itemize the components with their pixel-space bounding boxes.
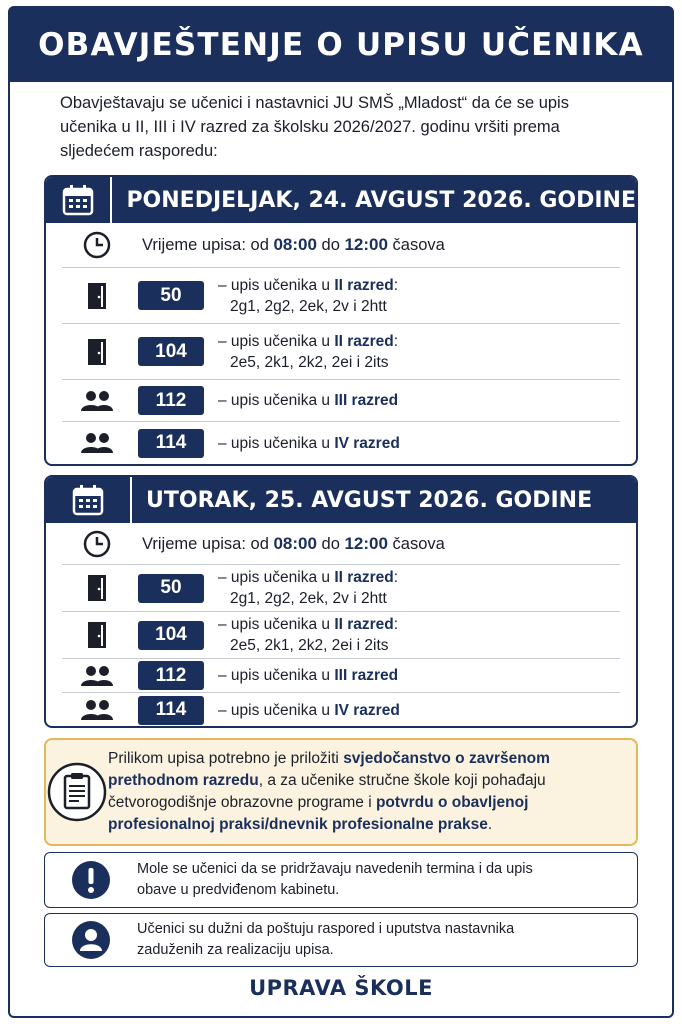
room-badge: 104: [138, 621, 204, 650]
schedule-row: [62, 268, 620, 324]
room-badge: 50: [138, 281, 204, 310]
clipboard-icon: [46, 761, 108, 823]
page-title: OBAVJEŠTENJE O UPISU UČENIKA: [38, 27, 644, 63]
documents-notice: [44, 738, 638, 846]
row-text: – upis učenika u II razred: 2g1, 2g2, 2ek, 2v i 2htt: [218, 569, 399, 607]
note-text: Mole se učenici da se pridržavaju navedenih termina i da upis obave u predviđenom kabinetu.: [137, 861, 533, 898]
row-text: – upis učenika u II razred: 2g1, 2g2, 2ek, 2v i 2htt: [218, 276, 399, 315]
title-banner: [10, 8, 672, 82]
people-icon: [62, 665, 132, 687]
day-section-tuesday: [44, 475, 638, 728]
door-icon: [62, 281, 132, 311]
schedule-row: [62, 324, 620, 380]
time-row: [62, 223, 620, 268]
people-icon: [62, 390, 132, 412]
rules-note: [44, 913, 638, 967]
door-icon: [62, 337, 132, 367]
room-badge: 50: [138, 574, 204, 603]
time-text: Vrijeme upisa: od 08:00 do 12:00 časova: [142, 235, 445, 254]
row-text: – upis učenika u III razred: [218, 392, 399, 409]
schedule-row: [62, 565, 620, 612]
room-badge: 114: [138, 696, 204, 725]
day-header: [46, 477, 636, 523]
schedule-row: [62, 659, 620, 693]
day-header: [46, 177, 636, 223]
row-text: – upis učenika u II razred: 2e5, 2k1, 2k2, 2ei i 2its: [218, 616, 399, 654]
calendar-icon: [46, 177, 112, 223]
day-title: PONEDJELJAK, 24. AVGUST 2026. GODINE: [126, 187, 636, 213]
room-badge: 114: [138, 429, 204, 458]
person-icon: [45, 920, 137, 960]
schedule-row: [62, 612, 620, 659]
row-text: – upis učenika u IV razred: [218, 434, 400, 452]
room-badge: 112: [138, 661, 204, 690]
room-badge: 104: [138, 337, 204, 366]
row-text: – upis učenika u II razred: 2e5, 2k1, 2k2, 2ei i 2its: [218, 332, 399, 371]
signature-footer: UPRAVA ŠKOLE: [249, 976, 433, 1000]
schedule-row: [62, 380, 620, 422]
schedule-row: [62, 693, 620, 727]
row-text: – upis učenika u IV razred: [218, 701, 400, 719]
day-title: UTORAK, 25. AVGUST 2026. GODINE: [146, 487, 593, 513]
time-row: [62, 523, 620, 565]
room-badge: 112: [138, 386, 204, 415]
row-text: – upis učenika u III razred: [218, 667, 399, 684]
calendar-icon: [46, 477, 132, 523]
clock-icon: [62, 230, 132, 260]
documents-text: Prilikom upisa potrebno je priložiti svjedočanstvo o završenom prethodnom razredu, a za učenike stručne škole koji pohađaju četvorogodišnje obrazovne programe i potvrdu o obavljenoj profesionalnoj praksi/dnevnik profesionalne prakse.: [108, 750, 550, 833]
door-icon: [62, 573, 132, 603]
time-text: Vrijeme upisa: od 08:00 do 12:00 časova: [142, 533, 445, 553]
attendance-note: [44, 852, 638, 908]
door-icon: [62, 620, 132, 650]
people-icon: [62, 699, 132, 721]
people-icon: [62, 432, 132, 454]
day-section-monday: [44, 175, 638, 466]
clock-icon: [62, 529, 132, 559]
note-text: Učenici su dužni da poštuju raspored i uputstva nastavnika zaduženih za realizaciju upisa.: [137, 921, 515, 958]
schedule-row: [62, 422, 620, 464]
intro-text: Obavještavaju se učenici i nastavnici JU SMŠ „Mladost“ da će se upis učenika u II, III i IV razred za školsku 2026/2027. godinu vršiti prema sljedećem rasporedu:: [60, 94, 569, 160]
exclamation-icon: [45, 860, 137, 900]
